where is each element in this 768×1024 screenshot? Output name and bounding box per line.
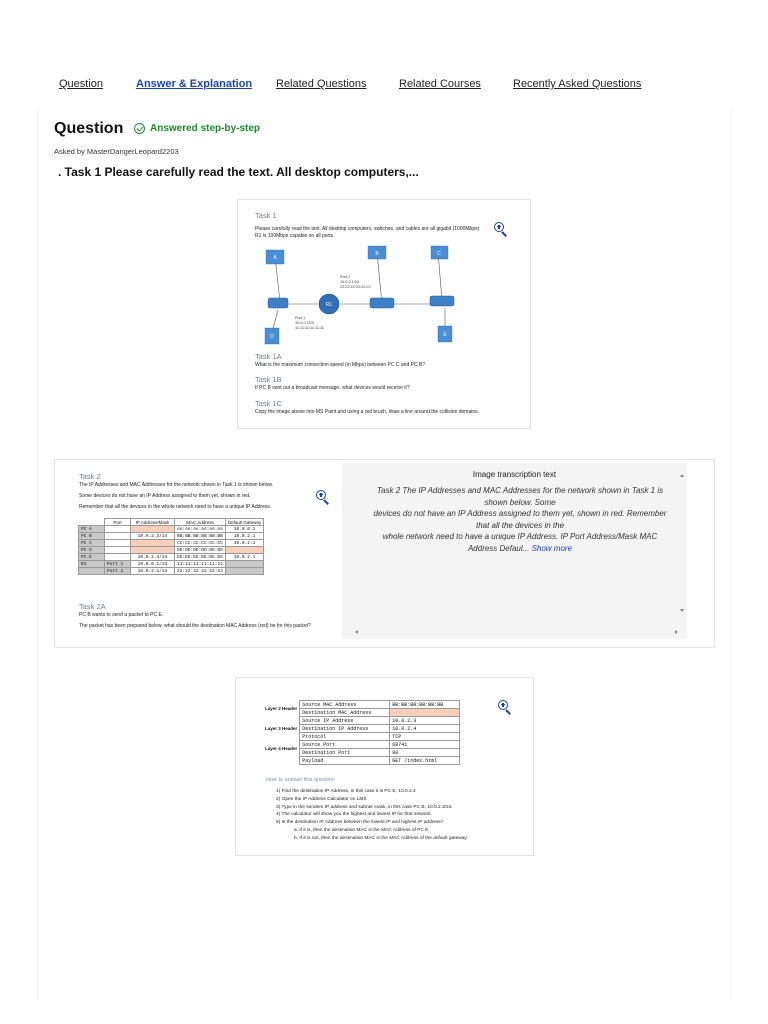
port2-name: Port 2 — [340, 275, 351, 279]
list-item: 1) Find the destination IP Address, in this case it is PC E, 10.0.2.4 — [276, 789, 416, 794]
tab-question[interactable]: Question — [59, 78, 104, 90]
question-text: . Task 1 Please carefully read the text. All desktop computers,... — [58, 165, 419, 179]
transcription-line: Address Defaul... — [467, 543, 530, 553]
pc-c-label: C — [437, 251, 441, 257]
zoom-icon[interactable] — [498, 700, 512, 714]
list-item: 3) Type in the senders IP address and subnet mask, in this case PC B, 10.0.2.3/24. — [276, 804, 453, 810]
task1c-text: Copy the image above into MS Paint and using a red brush, draw a line around the collision domains. — [255, 409, 480, 415]
zoom-icon[interactable] — [316, 490, 330, 504]
scroll-left-arrow-icon — [355, 630, 358, 634]
table-row: Destination Port 80 — [263, 749, 460, 757]
port1-ip: 10.0.0.1/23 — [295, 321, 315, 325]
pc-d-label: D — [270, 334, 274, 340]
transcription-line: shown below. Some — [484, 497, 556, 507]
horizontal-scrollbar[interactable] — [354, 629, 679, 635]
task2a-line1: PC B wants to send a packet to PC E. — [79, 612, 164, 618]
table-header-cell: MAC Address — [175, 519, 226, 526]
transcription-line: whole network need to have a unique IP Address. IP Port Address/Mask MAC — [382, 532, 658, 541]
tab-related-questions[interactable]: Related Questions — [276, 78, 367, 90]
transcription-line: Task 2 The IP Addresses and MAC Addresses for the network shown in Task 1 is — [376, 486, 664, 495]
port1-name: Port 1 — [295, 316, 306, 320]
table-row: PC B 10.0.2.3/24 BB:BB:BB:BB:BB:BB 10.0.2.1 — [79, 533, 264, 540]
table-header-row — [79, 519, 264, 526]
port2-ip: 10.0.2.1/24 — [340, 280, 360, 284]
table-row: R1 Port 1 10.0.0.1/23 11:11:11:11:11:11 — [79, 561, 264, 568]
pc-a-label: A — [273, 255, 277, 261]
task2-heading: Task 2 — [79, 472, 101, 481]
port1-mac: 11:11:11:11:11:11 — [295, 326, 324, 330]
switch-2-icon — [370, 298, 394, 308]
scroll-right-arrow-icon — [675, 630, 678, 634]
transcription-heading: Image transcription text — [472, 470, 557, 479]
howto-heading: How to answer this question — [266, 777, 335, 783]
table-row: Port 2 10.0.2.1/24 22:22:22:22:22:22 — [79, 568, 264, 575]
port2-mac: 22:22:22:22:22:22 — [340, 285, 371, 289]
answered-label: Answered step-by-step — [150, 123, 261, 134]
table-row: PC C CC:CC:CC:CC:CC:CC 10.0.2.1 — [79, 540, 264, 547]
asked-by: Asked by MasterDangerLeopard2203 — [54, 147, 179, 156]
task1c-heading: Task 1C — [255, 399, 283, 408]
table-header-cell: Default Gateway — [225, 519, 263, 526]
layer2-header-label: Layer 2 Header — [265, 706, 298, 711]
task2a-line2: The packet has been prepared below, what should the destination MAC Address (red) be for this packet? — [79, 623, 311, 629]
table-row: Protocol TCP — [263, 733, 460, 741]
router-r1-label: R1 — [325, 302, 333, 308]
question-image-task1[interactable] — [237, 199, 531, 429]
tab-answer-explanation[interactable]: Answer & Explanation — [136, 78, 253, 90]
task1b-heading: Task 1B — [255, 375, 282, 384]
pc-e-label: E — [443, 332, 447, 338]
list-item: 2) Open the IP Address Calculator on LMS — [276, 796, 367, 802]
layer4-header-label: Layer 4 Header — [265, 746, 298, 751]
table-row: Layer 2 Header Source MAC Address BB:BB:BB:BB:BB:BB — [263, 701, 460, 709]
question-image-task2[interactable] — [73, 468, 343, 640]
image-transcription-panel[interactable] — [342, 463, 687, 639]
table-row: Layer 4 Header Source Port 68741 — [263, 741, 460, 749]
transcription-text — [354, 485, 686, 554]
tab-recently-asked[interactable]: Recently Asked Questions — [513, 78, 642, 90]
scroll-up-arrow-icon — [680, 474, 684, 477]
task1a-text: What is the maximum connection speed (in Mbps) between PC C and PC B? — [255, 362, 426, 368]
table-row: PC D DD:DD:DD:DD:DD:DD — [79, 547, 264, 554]
task1-heading: Task 1 — [255, 211, 277, 220]
table-header-cell: IP Address/Mask — [131, 519, 175, 526]
answered-badge — [134, 123, 260, 134]
packet-table — [263, 700, 460, 765]
table-row: Destination IP Address 10.0.2.4 — [263, 725, 460, 733]
content-border-right — [731, 108, 732, 1000]
list-item: 4) The calculator will show you the highest and lowest IP for that network. — [276, 812, 432, 818]
task1b-text: If PC B sent out a broadcast message, what devices would receive it? — [255, 385, 410, 391]
task2-line2: Some devices do not have an IP Address assigned to them yet, shown in red. — [79, 493, 251, 499]
howto-steps — [276, 788, 468, 843]
table-header-cell: Port — [105, 519, 131, 526]
content-border-left — [37, 108, 38, 1000]
task2-line1: The IP Addresses and MAC Addresses for the network shown in Task 1 is shown below. — [79, 482, 274, 488]
switch-1-icon — [268, 298, 288, 308]
list-item: 5) Is the destination IP Address between the lowest IP and highest IP address? — [276, 820, 444, 826]
task1-line1: Please carefully read the text. All desktop computers, switches, and cables are all gigabit (1000Mbps) — [255, 226, 480, 232]
question-tabs — [0, 78, 768, 98]
table-header-cell — [79, 519, 105, 526]
address-table — [78, 518, 264, 575]
task1-line2: R1 is 100Mbps capable on all ports. — [255, 233, 335, 239]
layer3-header-label: Layer 3 Header — [265, 726, 298, 731]
switch-3-icon — [430, 296, 454, 306]
table-row: Payload GET /index.html — [263, 757, 460, 765]
vertical-scrollbar[interactable] — [679, 467, 685, 617]
table-row: PC A AA:AA:AA:AA:AA:AA 10.0.0.1 — [79, 526, 264, 533]
task2a-heading: Task 2A — [79, 602, 106, 611]
transcription-line: that all the devices in the — [475, 520, 565, 530]
table-row: PC E 10.0.2.4/24 EE:EE:EE:EE:EE:EE 10.0.2.1 — [79, 554, 264, 561]
show-more-link[interactable]: Show more — [531, 543, 573, 553]
table-row: Destination MAC Address — [263, 709, 460, 717]
scroll-down-arrow-icon — [680, 609, 684, 612]
transcription-last-line — [354, 543, 686, 555]
tab-related-courses[interactable]: Related Courses — [399, 78, 481, 90]
list-item: b. If it is not, then the destination MAC is the MAC Address of the default gateway. — [294, 835, 468, 841]
pc-b-label: B — [375, 251, 379, 257]
network-diagram — [250, 242, 520, 350]
check-circle-icon — [134, 123, 145, 134]
table-row: Layer 3 Header Source IP Address 10.0.2.3 — [263, 717, 460, 725]
question-heading: Question — [54, 120, 124, 137]
task2-line3: Remember that all the devices in the whole network need to have a unique IP Address. — [79, 504, 272, 510]
zoom-icon[interactable] — [494, 222, 508, 236]
task1a-heading: Task 1A — [255, 352, 282, 361]
list-item: a. If it is, then the destination MAC is the MAC Address of PC E. — [294, 827, 430, 833]
transcription-line: devices do not have an IP Address assigned to them yet, shown in red. Remember — [373, 509, 667, 518]
